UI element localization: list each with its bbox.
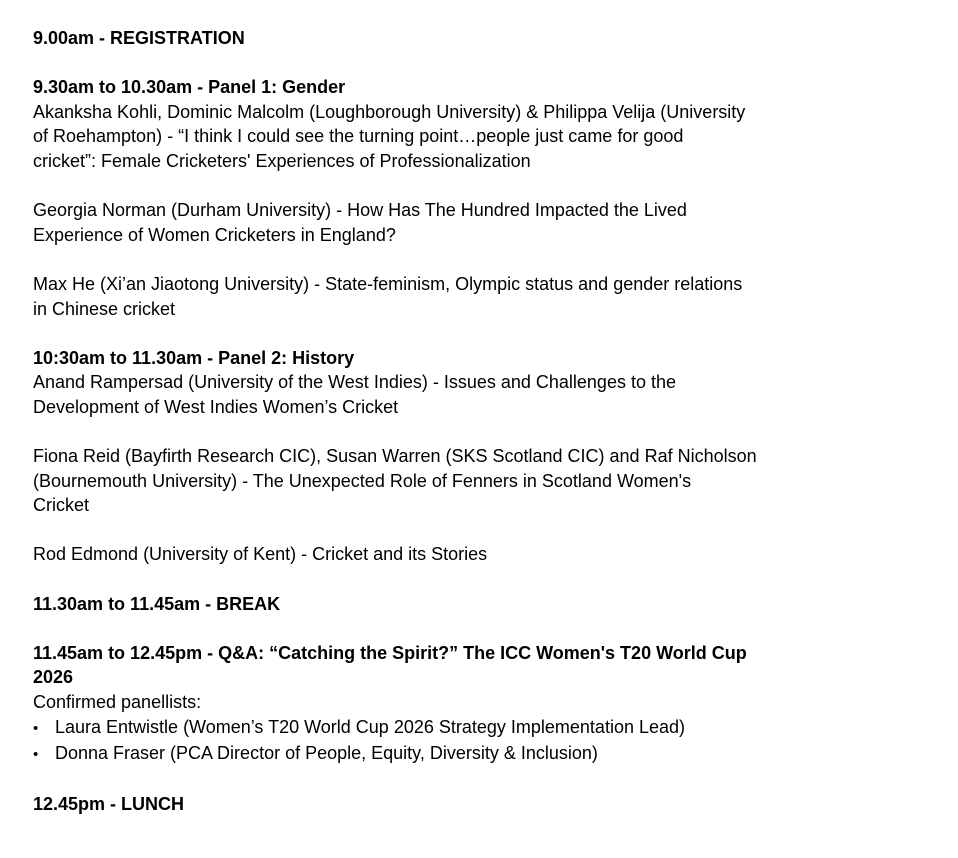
- schedule-block: [33, 592, 928, 617]
- schedule-block: [33, 641, 928, 768]
- schedule-heading-line: 12.45pm - LUNCH: [33, 794, 185, 815]
- schedule-text-line: Cricket: [33, 495, 90, 516]
- schedule-text-line: Rod Edmond (University of Kent) - Cricket and its Stories: [33, 544, 488, 565]
- schedule-text-line: in Chinese cricket: [33, 298, 176, 319]
- schedule-block: [33, 75, 928, 173]
- schedule-text-line: Confirmed panellists:: [33, 692, 202, 713]
- conference-schedule: [33, 26, 928, 817]
- schedule-block: [33, 792, 928, 817]
- schedule-text-line: Fiona Reid (Bayfirth Research CIC), Susan Warren (SKS Scotland CIC) and Raf Nicholson: [33, 446, 757, 467]
- schedule-bullet-item: [33, 741, 928, 768]
- schedule-text-line: Anand Rampersad (University of the West Indies) - Issues and Challenges to the: [33, 372, 676, 393]
- schedule-heading-line: 9.30am to 10.30am - Panel 1: Gender: [33, 77, 346, 98]
- schedule-block: [33, 198, 928, 247]
- schedule-block: [33, 346, 928, 420]
- bullet-icon: •: [33, 719, 39, 737]
- bullet-item-text: Laura Entwistle (Women’s T20 World Cup 2026 Strategy Implementation Lead): [55, 716, 685, 737]
- schedule-text-line: Max He (Xi’an Jiaotong University) - State-feminism, Olympic status and gender relations: [33, 273, 743, 294]
- schedule-text-line: Akanksha Kohli, Dominic Malcolm (Loughborough University) & Philippa Velija (University: [33, 101, 746, 122]
- schedule-heading-line: 10:30am to 11.30am - Panel 2: History: [33, 347, 355, 368]
- schedule-block: [33, 444, 928, 518]
- schedule-text-line: Georgia Norman (Durham University) - How Has The Hundred Impacted the Lived: [33, 200, 687, 221]
- bullet-icon: •: [33, 746, 39, 764]
- schedule-text-line: (Bournemouth University) - The Unexpected Role of Fenners in Scotland Women's: [33, 470, 692, 491]
- schedule-heading-line: 9.00am - REGISTRATION: [33, 28, 245, 48]
- schedule-text-line: cricket”: Female Cricketers' Experiences of Professionalization: [33, 150, 531, 171]
- schedule-text-line: Experience of Women Cricketers in England?: [33, 224, 396, 245]
- schedule-text-line: Development of West Indies Women’s Cricket: [33, 396, 399, 417]
- schedule-block: [33, 272, 928, 321]
- schedule-bullet-item: [33, 715, 928, 742]
- schedule-block: [33, 542, 928, 567]
- schedule-heading-line: 11.45am to 12.45pm - Q&A: “Catching the Spirit?” The ICC Women's T20 World Cup: [33, 642, 747, 663]
- bullet-item-text: Donna Fraser (PCA Director of People, Equity, Diversity & Inclusion): [55, 743, 598, 764]
- schedule-block: [33, 26, 928, 51]
- schedule-heading-line: 2026: [33, 667, 74, 688]
- schedule-heading-line: 11.30am to 11.45am - BREAK: [33, 593, 281, 614]
- schedule-text-line: of Roehampton) - “I think I could see the turning point…people just came for good: [33, 126, 684, 147]
